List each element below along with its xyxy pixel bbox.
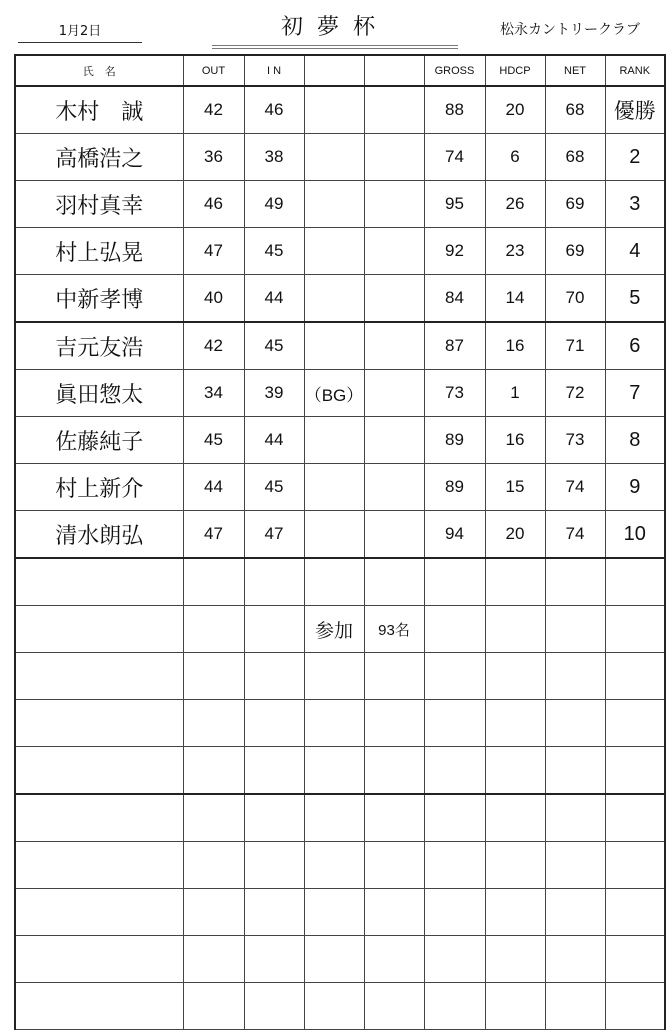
note-cell bbox=[304, 558, 364, 606]
out-cell: 47 bbox=[183, 228, 244, 275]
hdcp-cell: 16 bbox=[485, 322, 545, 370]
header-row bbox=[15, 55, 665, 86]
date-label: 1月2日 bbox=[18, 20, 142, 43]
empty-row bbox=[15, 747, 665, 795]
empty-row bbox=[15, 700, 665, 747]
hdcp-cell: 16 bbox=[485, 417, 545, 464]
out-cell bbox=[183, 700, 244, 747]
gross-cell bbox=[424, 606, 485, 653]
name-cell: 佐藤純子 bbox=[15, 417, 183, 464]
note-cell: （BG） bbox=[304, 370, 364, 417]
hdcp-cell bbox=[485, 936, 545, 983]
blank-cell bbox=[364, 275, 424, 323]
net-cell: 69 bbox=[545, 228, 605, 275]
gross-cell bbox=[424, 794, 485, 842]
col-name: 氏 名 bbox=[15, 55, 183, 86]
player-row bbox=[15, 511, 665, 559]
note-cell bbox=[304, 275, 364, 323]
hdcp-cell: 15 bbox=[485, 464, 545, 511]
out-cell bbox=[183, 889, 244, 936]
net-cell bbox=[545, 700, 605, 747]
net-cell: 69 bbox=[545, 181, 605, 228]
note-cell bbox=[304, 747, 364, 795]
blank-cell bbox=[364, 842, 424, 889]
hdcp-cell bbox=[485, 794, 545, 842]
hdcp-cell: 23 bbox=[485, 228, 545, 275]
in-cell: 49 bbox=[244, 181, 304, 228]
empty-row bbox=[15, 606, 665, 653]
in-cell: 38 bbox=[244, 134, 304, 181]
col-blank-1 bbox=[304, 55, 364, 86]
participants-count: 93名 bbox=[364, 606, 424, 653]
blank-cell bbox=[364, 511, 424, 559]
note-cell bbox=[304, 936, 364, 983]
net-cell: 68 bbox=[545, 86, 605, 134]
hdcp-cell: 1 bbox=[485, 370, 545, 417]
name-cell: 清水朗弘 bbox=[15, 511, 183, 559]
rank-cell bbox=[605, 700, 665, 747]
tournament-title: 初夢杯 bbox=[212, 10, 458, 49]
rank-cell: 9 bbox=[605, 464, 665, 511]
net-cell: 71 bbox=[545, 322, 605, 370]
player-row bbox=[15, 275, 665, 323]
gross-cell bbox=[424, 700, 485, 747]
note-cell bbox=[304, 842, 364, 889]
player-row bbox=[15, 417, 665, 464]
net-cell bbox=[545, 606, 605, 653]
in-cell bbox=[244, 606, 304, 653]
in-cell: 44 bbox=[244, 275, 304, 323]
name-cell bbox=[15, 842, 183, 889]
player-row bbox=[15, 86, 665, 134]
rank-cell bbox=[605, 606, 665, 653]
rank-cell: 7 bbox=[605, 370, 665, 417]
net-cell: 68 bbox=[545, 134, 605, 181]
blank-cell bbox=[364, 86, 424, 134]
in-cell: 45 bbox=[244, 464, 304, 511]
rank-cell bbox=[605, 794, 665, 842]
in-cell: 47 bbox=[244, 511, 304, 559]
empty-row bbox=[15, 653, 665, 700]
hdcp-cell bbox=[485, 747, 545, 795]
gross-cell: 92 bbox=[424, 228, 485, 275]
gross-cell bbox=[424, 983, 485, 1030]
note-cell bbox=[304, 889, 364, 936]
blank-cell bbox=[364, 889, 424, 936]
out-cell: 34 bbox=[183, 370, 244, 417]
in-cell bbox=[244, 653, 304, 700]
gross-cell bbox=[424, 747, 485, 795]
note-cell bbox=[304, 983, 364, 1030]
rank-cell bbox=[605, 889, 665, 936]
empty-row bbox=[15, 842, 665, 889]
blank-cell bbox=[364, 228, 424, 275]
name-cell bbox=[15, 983, 183, 1030]
name-cell bbox=[15, 794, 183, 842]
name-cell bbox=[15, 936, 183, 983]
rank-cell: 2 bbox=[605, 134, 665, 181]
rank-cell: 5 bbox=[605, 275, 665, 323]
name-cell: 村上新介 bbox=[15, 464, 183, 511]
net-cell bbox=[545, 936, 605, 983]
net-cell bbox=[545, 983, 605, 1030]
player-row bbox=[15, 464, 665, 511]
hdcp-cell: 26 bbox=[485, 181, 545, 228]
rank-cell bbox=[605, 558, 665, 606]
note-cell bbox=[304, 134, 364, 181]
gross-cell: 84 bbox=[424, 275, 485, 323]
out-cell: 46 bbox=[183, 181, 244, 228]
out-cell: 42 bbox=[183, 322, 244, 370]
gross-cell: 89 bbox=[424, 417, 485, 464]
rank-cell bbox=[605, 983, 665, 1030]
blank-cell bbox=[364, 794, 424, 842]
empty-row bbox=[15, 936, 665, 983]
name-cell bbox=[15, 747, 183, 795]
name-cell: 吉元友浩 bbox=[15, 322, 183, 370]
gross-cell bbox=[424, 558, 485, 606]
rank-cell: 6 bbox=[605, 322, 665, 370]
rank-cell: 8 bbox=[605, 417, 665, 464]
rank-cell: 4 bbox=[605, 228, 665, 275]
net-cell bbox=[545, 747, 605, 795]
blank-cell bbox=[364, 181, 424, 228]
hdcp-cell bbox=[485, 889, 545, 936]
out-cell bbox=[183, 653, 244, 700]
blank-cell bbox=[364, 558, 424, 606]
in-cell bbox=[244, 747, 304, 795]
blank-cell bbox=[364, 370, 424, 417]
in-cell bbox=[244, 794, 304, 842]
empty-row bbox=[15, 889, 665, 936]
gross-cell bbox=[424, 842, 485, 889]
name-cell bbox=[15, 606, 183, 653]
net-cell bbox=[545, 653, 605, 700]
blank-cell bbox=[364, 983, 424, 1030]
note-cell bbox=[304, 653, 364, 700]
hdcp-cell bbox=[485, 842, 545, 889]
net-cell: 70 bbox=[545, 275, 605, 323]
player-row bbox=[15, 322, 665, 370]
net-cell: 73 bbox=[545, 417, 605, 464]
rank-cell bbox=[605, 747, 665, 795]
gross-cell: 89 bbox=[424, 464, 485, 511]
player-row bbox=[15, 370, 665, 417]
note-cell bbox=[304, 417, 364, 464]
name-cell: 羽村真幸 bbox=[15, 181, 183, 228]
gross-cell: 73 bbox=[424, 370, 485, 417]
note-cell bbox=[304, 322, 364, 370]
blank-cell bbox=[364, 747, 424, 795]
col-blank-2 bbox=[364, 55, 424, 86]
hdcp-cell: 14 bbox=[485, 275, 545, 323]
out-cell bbox=[183, 558, 244, 606]
in-cell: 45 bbox=[244, 322, 304, 370]
net-cell: 72 bbox=[545, 370, 605, 417]
in-cell bbox=[244, 558, 304, 606]
blank-cell bbox=[364, 464, 424, 511]
player-row bbox=[15, 181, 665, 228]
out-cell bbox=[183, 936, 244, 983]
name-cell: 高橋浩之 bbox=[15, 134, 183, 181]
in-cell bbox=[244, 700, 304, 747]
name-cell bbox=[15, 653, 183, 700]
gross-cell bbox=[424, 889, 485, 936]
out-cell bbox=[183, 606, 244, 653]
note-cell bbox=[304, 511, 364, 559]
in-cell bbox=[244, 936, 304, 983]
gross-cell: 74 bbox=[424, 134, 485, 181]
note-cell bbox=[304, 86, 364, 134]
hdcp-cell bbox=[485, 700, 545, 747]
gross-cell: 88 bbox=[424, 86, 485, 134]
blank-cell bbox=[364, 653, 424, 700]
net-cell bbox=[545, 842, 605, 889]
hdcp-cell: 6 bbox=[485, 134, 545, 181]
rank-cell bbox=[605, 936, 665, 983]
note-cell bbox=[304, 181, 364, 228]
empty-row bbox=[15, 983, 665, 1030]
name-cell bbox=[15, 558, 183, 606]
hdcp-cell bbox=[485, 606, 545, 653]
player-row bbox=[15, 134, 665, 181]
net-cell: 74 bbox=[545, 511, 605, 559]
name-cell bbox=[15, 889, 183, 936]
gross-cell bbox=[424, 653, 485, 700]
net-cell bbox=[545, 889, 605, 936]
rank-cell: 3 bbox=[605, 181, 665, 228]
out-cell: 47 bbox=[183, 511, 244, 559]
player-row bbox=[15, 228, 665, 275]
out-cell bbox=[183, 842, 244, 889]
blank-cell bbox=[364, 322, 424, 370]
out-cell bbox=[183, 794, 244, 842]
rank-cell: 10 bbox=[605, 511, 665, 559]
in-cell: 39 bbox=[244, 370, 304, 417]
col-out: OUT bbox=[183, 55, 244, 86]
rank-cell: 優勝 bbox=[605, 86, 665, 134]
blank-cell bbox=[364, 417, 424, 464]
gross-cell: 87 bbox=[424, 322, 485, 370]
rank-cell bbox=[605, 842, 665, 889]
empty-row bbox=[15, 558, 665, 606]
gross-cell: 95 bbox=[424, 181, 485, 228]
name-cell: 木村 誠 bbox=[15, 86, 183, 134]
col-net: NET bbox=[545, 55, 605, 86]
in-cell bbox=[244, 983, 304, 1030]
note-cell bbox=[304, 700, 364, 747]
out-cell: 44 bbox=[183, 464, 244, 511]
name-cell: 中新孝博 bbox=[15, 275, 183, 323]
col-hdcp: HDCP bbox=[485, 55, 545, 86]
name-cell: 村上弘晃 bbox=[15, 228, 183, 275]
blank-cell bbox=[364, 936, 424, 983]
col-gross: GROSS bbox=[424, 55, 485, 86]
hdcp-cell: 20 bbox=[485, 86, 545, 134]
hdcp-cell bbox=[485, 653, 545, 700]
name-cell bbox=[15, 700, 183, 747]
in-cell bbox=[244, 842, 304, 889]
empty-row bbox=[15, 794, 665, 842]
col-rank: RANK bbox=[605, 55, 665, 86]
hdcp-cell bbox=[485, 558, 545, 606]
in-cell: 46 bbox=[244, 86, 304, 134]
out-cell: 42 bbox=[183, 86, 244, 134]
participants-label: 参加 bbox=[304, 606, 364, 653]
gross-cell: 94 bbox=[424, 511, 485, 559]
out-cell: 40 bbox=[183, 275, 244, 323]
net-cell bbox=[545, 794, 605, 842]
score-table bbox=[14, 54, 666, 1030]
rank-cell bbox=[605, 653, 665, 700]
in-cell: 45 bbox=[244, 228, 304, 275]
col-in: I N bbox=[244, 55, 304, 86]
in-cell bbox=[244, 889, 304, 936]
club-name: 松永カントリークラブ bbox=[500, 22, 640, 38]
blank-cell bbox=[364, 700, 424, 747]
hdcp-cell: 20 bbox=[485, 511, 545, 559]
out-cell: 45 bbox=[183, 417, 244, 464]
out-cell bbox=[183, 747, 244, 795]
note-cell bbox=[304, 464, 364, 511]
gross-cell bbox=[424, 936, 485, 983]
blank-cell bbox=[364, 134, 424, 181]
out-cell bbox=[183, 983, 244, 1030]
note-cell bbox=[304, 794, 364, 842]
out-cell: 36 bbox=[183, 134, 244, 181]
hdcp-cell bbox=[485, 983, 545, 1030]
name-cell: 眞田惣太 bbox=[15, 370, 183, 417]
net-cell bbox=[545, 558, 605, 606]
in-cell: 44 bbox=[244, 417, 304, 464]
net-cell: 74 bbox=[545, 464, 605, 511]
note-cell bbox=[304, 228, 364, 275]
